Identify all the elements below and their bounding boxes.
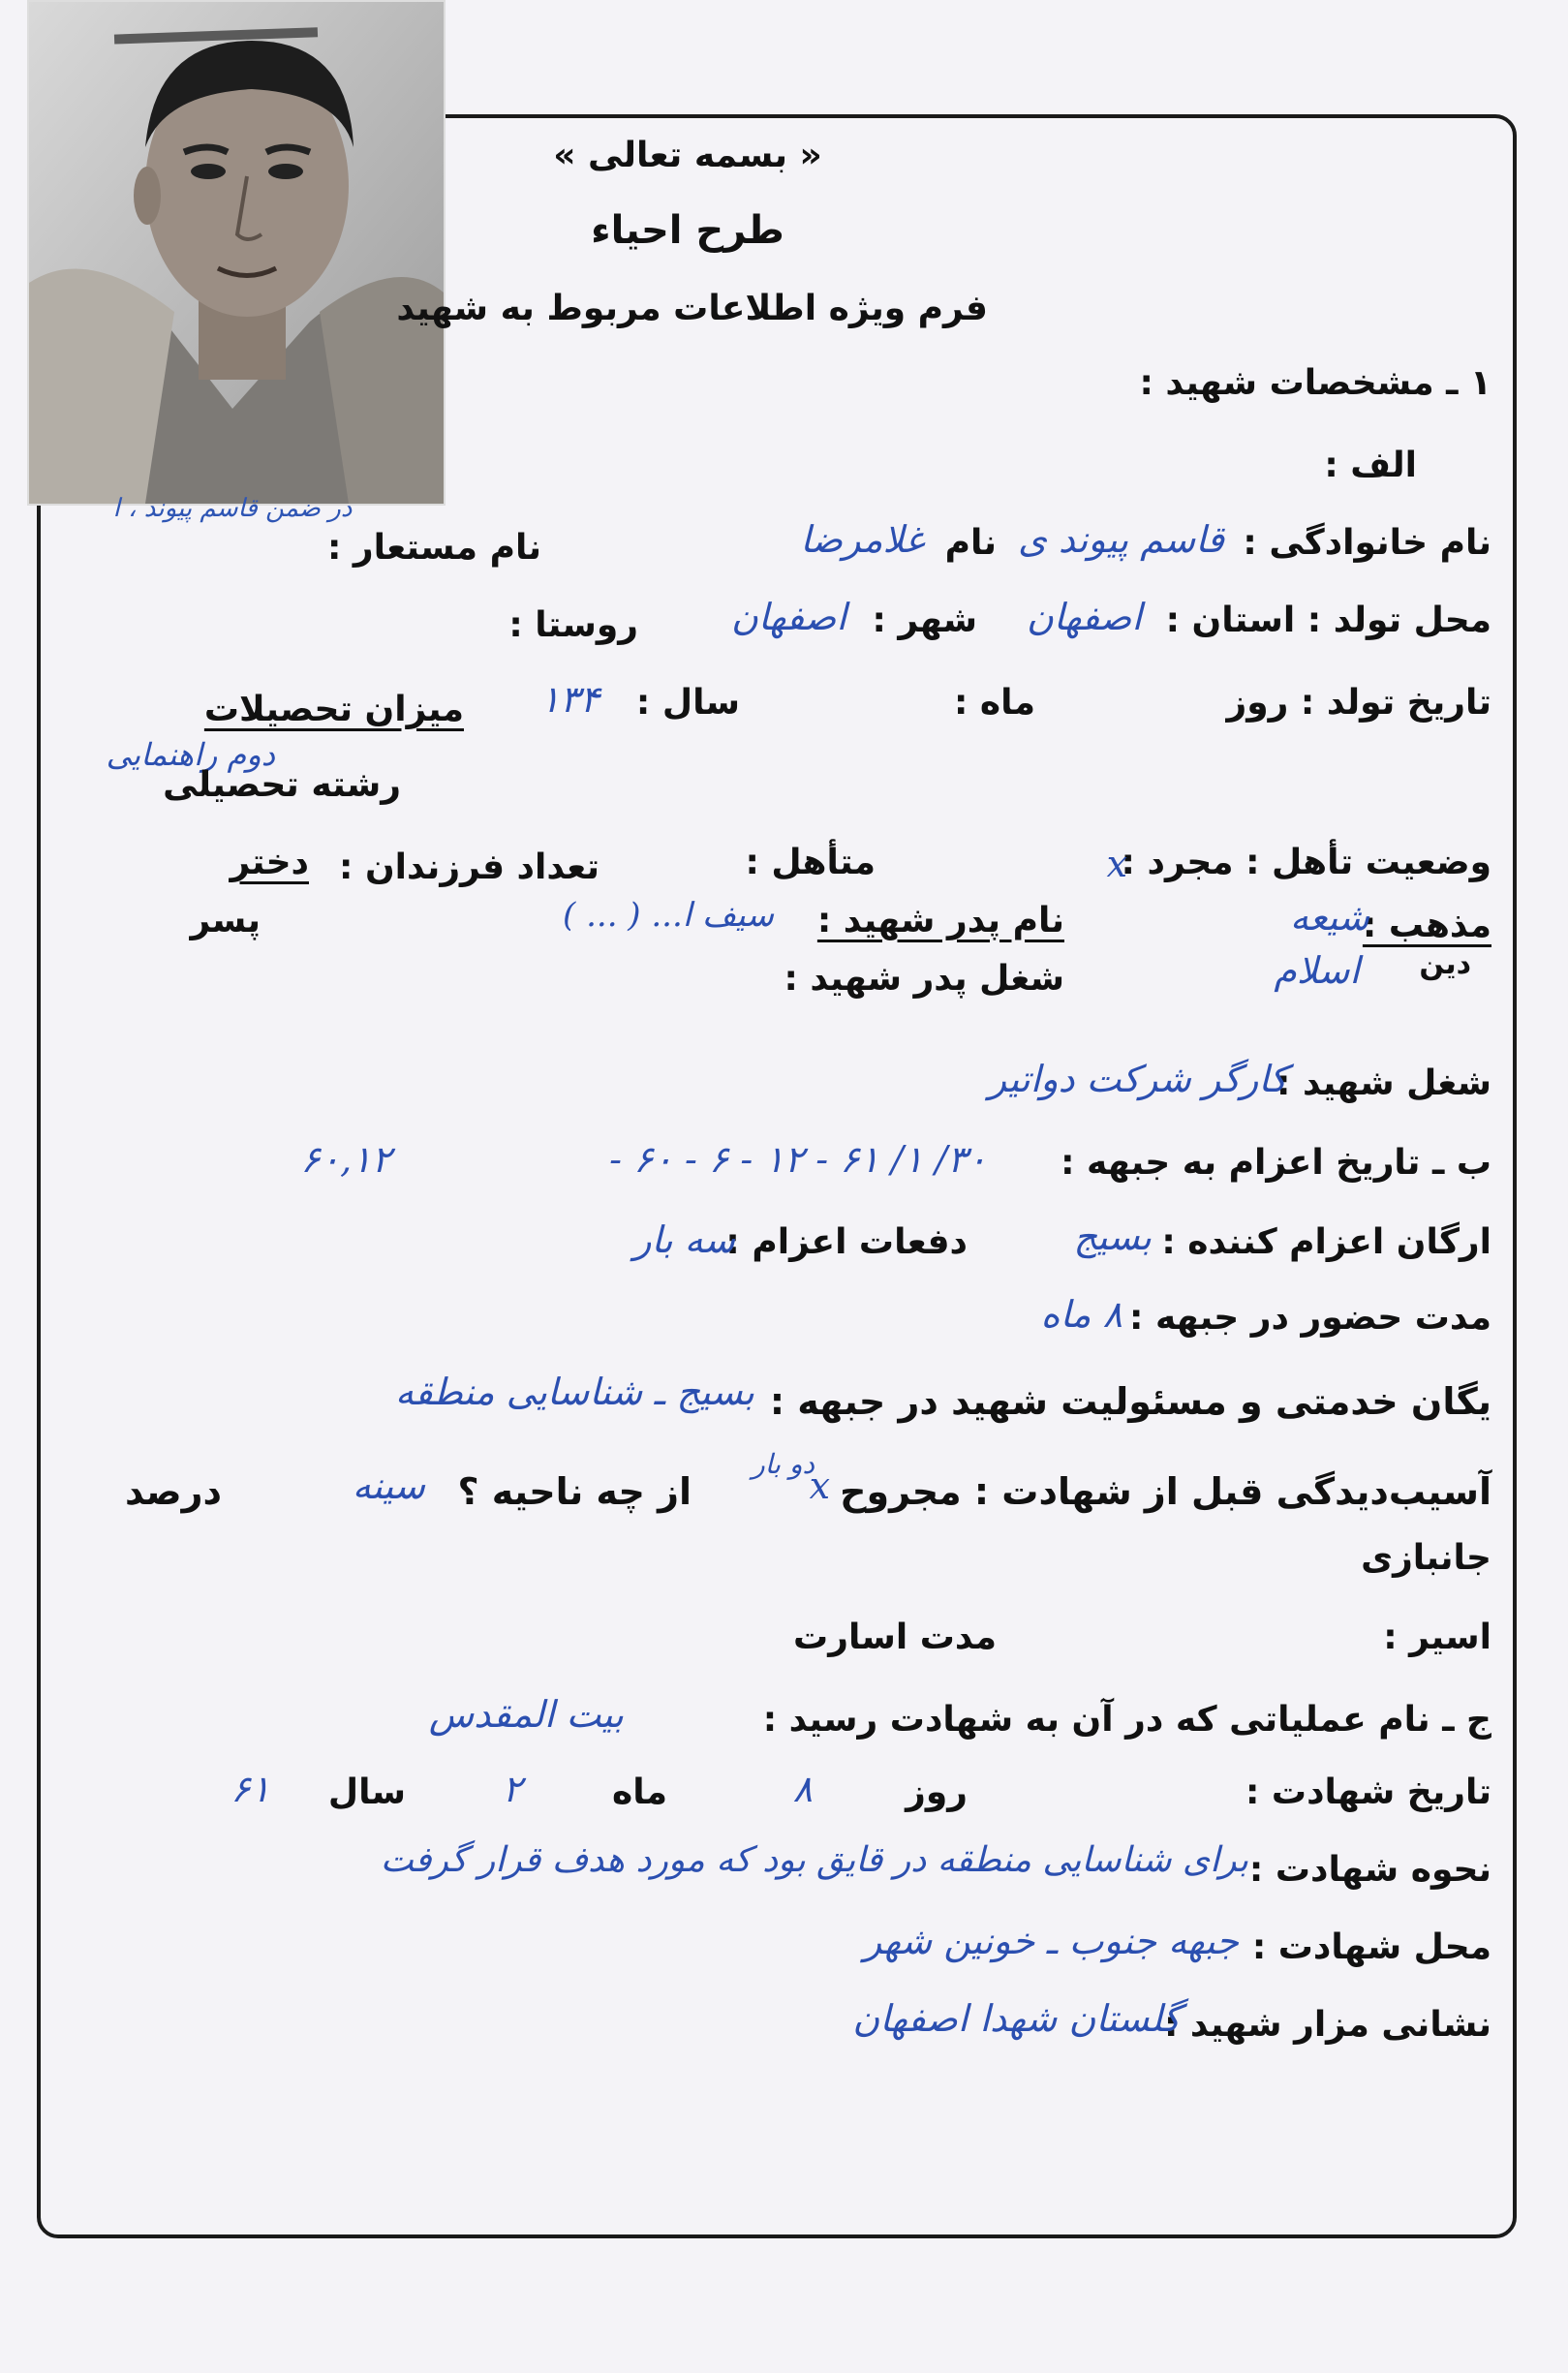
religion-value: اسلام xyxy=(1274,949,1360,992)
father-name-value: سیف ا... ( ... ) xyxy=(563,896,774,935)
martyr-year-value: ۶۱ xyxy=(231,1768,270,1810)
religion-label: دین xyxy=(1419,947,1471,981)
son-label: پسر xyxy=(190,901,261,940)
birth-month-label: ماه : xyxy=(954,683,1035,723)
injury-mark: x xyxy=(809,1464,830,1507)
place-value: جبهه جنوب ـ خونین شهر xyxy=(863,1920,1239,1962)
birth-year-value: ۱۳۴ xyxy=(539,678,600,721)
father-name-label: نام پدر شهید : xyxy=(816,901,1064,940)
martyr-day-value: ۸ xyxy=(792,1768,813,1810)
martyr-year-label: سال xyxy=(327,1772,406,1812)
martyr-job-label: شغل شهید : xyxy=(1276,1063,1491,1103)
father-job-label: شغل پدر شهید : xyxy=(784,959,1064,999)
percent-label: درصد xyxy=(124,1470,222,1513)
martyr-photo xyxy=(27,0,446,506)
operation-value: بیت المقدس xyxy=(428,1693,624,1736)
org-value: بسیج xyxy=(1073,1216,1152,1258)
birthplace-label: محل تولد : استان : xyxy=(1165,601,1491,640)
times-value: سه بار xyxy=(633,1218,735,1261)
portrait-image xyxy=(29,2,444,504)
married-label: متأهل : xyxy=(745,843,876,882)
injury-label: آسیب‌دیدگی قبل از شهادت : مجروح xyxy=(840,1470,1491,1513)
duration-value: ۸ ماه xyxy=(1040,1293,1122,1336)
province-value: اصفهان xyxy=(1026,596,1142,638)
duration-label: مدت حضور در جبهه : xyxy=(1129,1298,1491,1338)
injury-area-value: سینه xyxy=(352,1464,425,1507)
place-label: محل شهادت : xyxy=(1251,1927,1491,1967)
veteran-label: جانبازی xyxy=(1361,1538,1491,1578)
birthdate-label: تاریخ تولد : روز xyxy=(1226,683,1491,723)
form-title: فرم ویژه اطلاعات مربوط به شهید xyxy=(396,289,988,328)
city-value: اصفهان xyxy=(730,596,846,638)
family-name-value: قاسم پیوند ی xyxy=(1018,518,1224,561)
first-name-label: نام xyxy=(944,523,997,563)
sect-label: مذهب : xyxy=(1362,906,1491,945)
single-mark: x xyxy=(1106,843,1127,885)
martyr-month-value: ۲ xyxy=(502,1768,522,1810)
injury-times: دو بار xyxy=(752,1448,815,1480)
section1-heading: ۱ ـ مشخصات شهید : xyxy=(1139,363,1491,403)
operation-label: ج ـ نام عملیاتی که در آن به شهادت رسید : xyxy=(762,1700,1491,1740)
grave-label: نشانی مزار شهید : xyxy=(1163,2005,1491,2045)
times-label: دفعات اعزام : xyxy=(725,1222,968,1262)
sect-value: شیعه xyxy=(1289,896,1369,939)
martyr-date-label: تاریخ شهادت : xyxy=(1245,1772,1491,1812)
injury-area-label: از چه ناحیه ؟ xyxy=(457,1470,692,1513)
family-name-label: نام خانوادگی : xyxy=(1243,523,1491,563)
martyr-job-value: کارگر شرکت دواتیر xyxy=(988,1058,1287,1100)
grave-value: گلستان شهدا اصفهان xyxy=(852,1997,1181,2040)
manner-label: نحوه شهادت : xyxy=(1248,1850,1491,1890)
basmala: « بسمه تعالی » xyxy=(553,136,822,175)
village-label: روستا : xyxy=(508,605,638,645)
unit-value: بسیج ـ شناسایی منطقه xyxy=(395,1371,754,1413)
alias-label: نام مستعار : xyxy=(326,528,541,568)
part-a-label: الف : xyxy=(1324,446,1417,485)
captivity-label: مدت اسارت xyxy=(793,1618,997,1657)
education-value: دوم راهنمایی xyxy=(106,736,275,773)
first-name-value: غلامرضا xyxy=(800,518,924,561)
dispatch-extra: ۶۰,۱۲ xyxy=(300,1138,391,1181)
dispatch-date-label: ب ـ تاریخ اعزام به جبهه : xyxy=(1061,1143,1491,1183)
unit-label: یگان خدمتی و مسئولیت شهید در جبهه : xyxy=(769,1380,1491,1423)
education-label: میزان تحصیلات xyxy=(203,690,464,729)
manner-value: برای شناسایی منطقه در قایق بود که مورد هدف قرار گرفت xyxy=(380,1840,1248,1880)
org-label: ارگان اعزام کننده : xyxy=(1161,1222,1491,1262)
major-label: رشته تحصیلی xyxy=(163,765,401,805)
birth-year-label: سال : xyxy=(635,683,740,723)
martyr-day-label: روز xyxy=(906,1772,968,1812)
daughter-label: دختر xyxy=(230,843,309,882)
marital-label: وضعیت تأهل : مجرد : xyxy=(1121,843,1491,882)
photo-caption: در ضمن قاسم پیوند ، ا xyxy=(112,494,353,523)
dispatch-dates: ۳۰/ ۱/ ۶۱ - ۱۲ - ۶ - ۶۰ - xyxy=(609,1138,987,1181)
children-label: تعداد فرزندان : xyxy=(339,848,600,887)
pow-label: اسیر : xyxy=(1383,1618,1491,1657)
project-title: طرح احیاء xyxy=(591,208,784,253)
city-label: شهر : xyxy=(872,601,977,640)
martyr-month-label: ماه xyxy=(611,1772,667,1812)
